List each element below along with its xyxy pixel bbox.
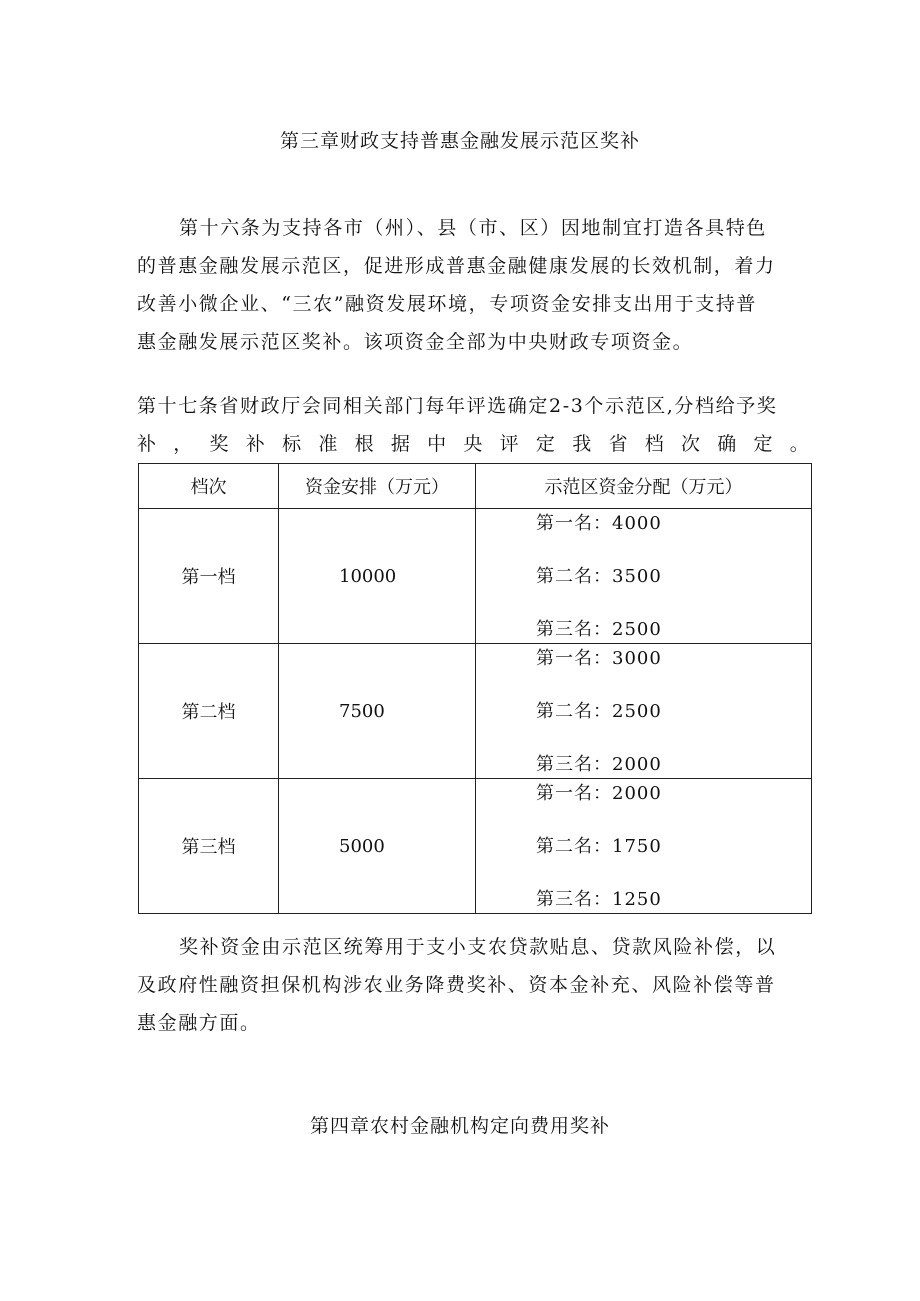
funding-tier-table [138, 463, 812, 914]
article-17-char: 据 [390, 433, 410, 455]
table-header-row [139, 464, 812, 509]
article-17-justified-line [137, 425, 809, 463]
distribution-list [476, 779, 811, 913]
article-17-char: 档 [644, 433, 664, 455]
after-table-paragraph [137, 928, 809, 1042]
article-17-char: 我 [572, 433, 592, 455]
after-table-line: 奖补资金由示范区统筹用于支小支农贷款贴息、贷款风险补偿，以 [179, 936, 777, 958]
chapter-4-title: 第四章农村金融机构定向费用奖补 [309, 1115, 610, 1137]
list-item: 第一名：4000 [536, 513, 662, 534]
tier-cell: 第一档 [139, 509, 279, 644]
header-amount: 资金安排（万元） [279, 464, 476, 509]
article-17-line: 第十七条省财政厅会同相关部门每年评选确定2-3个示范区,分档给予奖 [137, 395, 778, 417]
list-item: 第二名：3500 [536, 566, 662, 587]
article-17-char: 标 [282, 433, 302, 455]
amount-cell [279, 779, 476, 914]
article-16-line: 第十六条为支持各市（州）、县（市、区）因地制宜打造各具特色 [179, 217, 767, 239]
article-16-paragraph [137, 209, 809, 361]
distribution-list [476, 644, 811, 778]
tier-cell: 第三档 [139, 779, 279, 914]
after-table-line: 及政府性融资担保机构涉农业务降费奖补、资本金补充、风险补偿等普 [137, 974, 776, 996]
article-17-char: 次 [680, 433, 700, 455]
distribution-cell [476, 644, 812, 779]
header-tier: 档次 [139, 464, 279, 509]
article-17-char: 根 [354, 433, 374, 455]
list-item: 第一名：3000 [536, 648, 662, 669]
article-17-char: 央 [463, 433, 483, 455]
article-17-char: ， [173, 433, 193, 455]
article-17-char: 定 [535, 433, 555, 455]
amount-value: 10000 [339, 565, 397, 587]
list-item: 第二名：1750 [536, 836, 662, 857]
tier-cell: 第二档 [139, 644, 279, 779]
article-17-char: 准 [318, 433, 338, 455]
article-17-char: 中 [427, 433, 447, 455]
article-17-char: 奖 [209, 433, 229, 455]
table-row [139, 644, 812, 779]
table-row [139, 509, 812, 644]
amount-cell [279, 509, 476, 644]
list-item: 第三名：1250 [536, 889, 662, 910]
amount-value: 7500 [339, 700, 385, 722]
article-17-char: 补 [137, 433, 157, 455]
list-item: 第三名：2500 [536, 619, 662, 640]
distribution-cell [476, 779, 812, 914]
article-17-char: 。 [789, 433, 809, 455]
header-distribution: 示范区资金分配（万元） [476, 464, 812, 509]
distribution-list [476, 509, 811, 643]
amount-cell [279, 644, 476, 779]
chapter-3-title: 第三章财政支持普惠金融发展示范区奖补 [279, 130, 640, 152]
article-17-char: 定 [753, 433, 773, 455]
list-item: 第一名：2000 [536, 783, 662, 804]
article-17-char: 确 [717, 433, 737, 455]
article-17-char: 评 [499, 433, 519, 455]
table-row [139, 779, 812, 914]
list-item: 第二名：2500 [536, 701, 662, 722]
article-16-line: 的普惠金融发展示范区，促进形成普惠金融健康发展的长效机制，着力 [137, 255, 776, 277]
article-16-line: 惠金融发展示范区奖补。该项资金全部为中央财政专项资金。 [137, 331, 694, 353]
article-17-char: 补 [245, 433, 265, 455]
distribution-cell [476, 509, 812, 644]
after-table-line: 惠金融方面。 [137, 1012, 261, 1034]
article-16-line: 改善小微企业、“三农”融资发展环境，专项资金安排支出用于支持普 [137, 293, 758, 315]
list-item: 第三名：2000 [536, 754, 662, 775]
article-17-paragraph [137, 387, 809, 463]
amount-value: 5000 [339, 835, 385, 857]
article-17-char: 省 [608, 433, 628, 455]
